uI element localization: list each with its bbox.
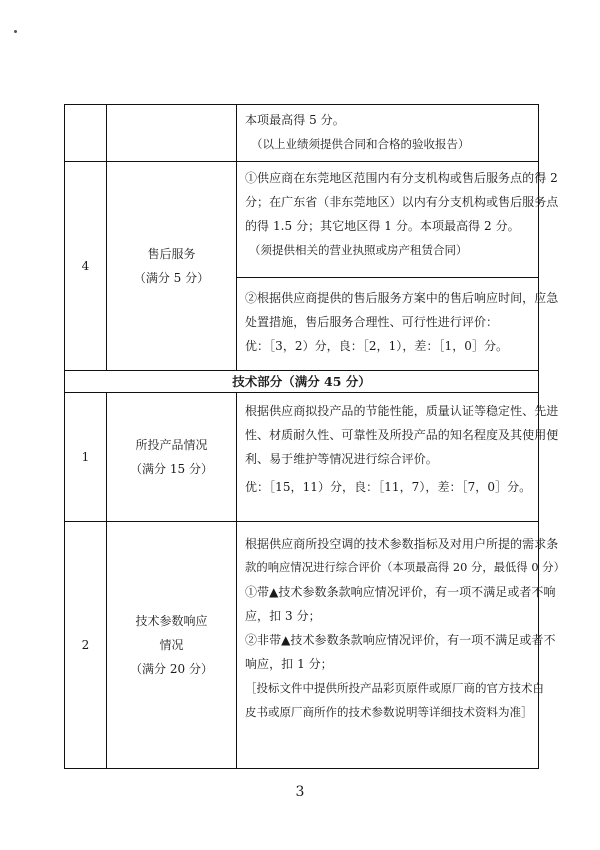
content-line: 应，扣 3 分； <box>245 609 321 623</box>
content-line: ②非带▲技术参数条款响应情况评价，有一项不满足或者不 <box>245 633 556 647</box>
row-content-cell <box>237 522 565 769</box>
content-line: ①带▲技术参数条款响应情况评价，有一项不满足或者不响 <box>245 585 556 599</box>
table-row <box>65 162 539 278</box>
content-line: 利、易于维护等情况进行综合评价。 <box>245 452 438 466</box>
row-number-cell: 1 <box>65 393 107 522</box>
content-line: ①供应商在东莞地区范围内有分支机构或售后服务点的得 2 <box>245 171 558 185</box>
row-item-cell <box>107 162 237 371</box>
row-number-cell: 4 <box>65 162 107 371</box>
table-row <box>65 522 539 769</box>
page-number: 3 <box>295 784 305 800</box>
content-line: 的得 1.5 分；其它地区得 1 分。本项最高得 2 分。 <box>245 219 520 233</box>
section-header-row <box>65 371 539 393</box>
item-title-cont: 情况 <box>159 638 184 652</box>
row-content-cell <box>237 105 539 162</box>
row-item-cell <box>107 105 237 162</box>
content-line: 根据供应商所投空调的技术参数指标及对用户所提的需求条 <box>245 537 559 551</box>
content-line: 款的响应情况进行综合评价（本项最高得 20 分，最低得 0 分） <box>245 561 565 574</box>
content-line: 响应，扣 1 分； <box>245 657 333 671</box>
row-item-cell <box>107 393 237 522</box>
row-number-cell: 2 <box>65 522 107 769</box>
scoring-table <box>64 104 565 769</box>
content-line: 分；在广东省（非东莞地区）以内有分支机构或售后服务点 <box>245 195 559 209</box>
content-line: 优：［15，11）分，良：［11，7），差：［7，0］分。 <box>245 480 532 494</box>
row-item-cell <box>107 522 237 769</box>
section-header: 技术部分（满分 45 分） <box>65 371 539 393</box>
content-line: ②根据供应商提供的售后服务方案中的售后响应时间，应急 <box>245 291 559 305</box>
content-note: 皮书或原厂商所作的技术参数说明等详细技术资料为准］ <box>245 705 533 719</box>
table-row <box>65 393 539 522</box>
content-note: （须提供相关的营业执照或房产租赁合同） <box>249 243 468 257</box>
table-row <box>65 105 539 162</box>
row-content-cell <box>237 278 559 371</box>
item-title: 售后服务 <box>147 247 196 261</box>
item-score: （满分 20 分） <box>130 662 213 676</box>
content-line: 根据供应商拟投产品的节能性能，质量认证等稳定性、先进 <box>245 404 559 418</box>
scan-speck <box>14 30 17 33</box>
content-note: ［投标文件中提供所投产品彩页原件或原厂商的官方技术白 <box>245 681 544 695</box>
item-title: 所投产品情况 <box>135 438 208 452</box>
content-line: 本项最高得 5 分。 <box>245 113 345 127</box>
content-line: 处置措施，售后服务合理性、可行性进行评价： <box>245 315 499 329</box>
row-number-cell <box>65 105 107 162</box>
row-content-cell <box>237 162 559 278</box>
content-note: （以上业绩须提供合同和合格的验收报告） <box>251 137 470 151</box>
item-score: （满分 15 分） <box>130 462 213 476</box>
item-title: 技术参数响应 <box>135 614 208 628</box>
item-score: （满分 5 分） <box>133 271 210 285</box>
content-line: 性、材质耐久性、可靠性及所投产品的知名程度及其使用便 <box>245 428 559 442</box>
row-content-cell <box>237 393 559 522</box>
content-line: 优：［3，2）分，良：［2，1），差：［1，0］分。 <box>245 339 509 353</box>
